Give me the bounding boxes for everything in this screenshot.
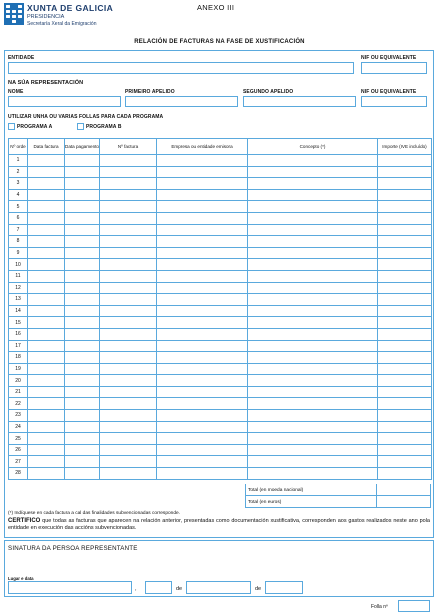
table-cell-input[interactable] [378,433,432,445]
table-cell-input[interactable] [378,444,432,456]
table-row [9,386,432,398]
surname1-label: PRIMEIRO APELIDO [125,89,175,95]
table-cell-input[interactable] [378,201,432,213]
table-cell-input[interactable] [157,444,248,456]
table-row [9,224,432,236]
table-row [9,270,432,282]
rep-nif-label: NIF OU EQUIVALENTE [361,89,417,95]
table-cell-input[interactable] [65,386,100,398]
table-cell-input[interactable] [157,166,248,178]
table-cell-input[interactable] [378,247,432,259]
table-cell-input[interactable] [100,236,157,248]
table-cell-input[interactable] [157,317,248,329]
table-cell-input[interactable] [378,236,432,248]
table-cell-input[interactable] [65,433,100,445]
table-cell-input[interactable] [65,328,100,340]
row-number: 15 [9,317,28,329]
row-number: 5 [9,201,28,213]
table-cell-input[interactable] [28,201,65,213]
table-row [9,433,432,445]
table-cell-input[interactable] [28,166,65,178]
table-cell-input[interactable] [65,178,100,190]
table-cell-input[interactable] [100,201,157,213]
table-cell-input[interactable] [65,410,100,422]
table-row [9,468,432,480]
row-number: 25 [9,433,28,445]
total-national-label: Total (en moeda nacional) [248,488,304,493]
table-cell-input[interactable] [157,421,248,433]
table-cell-input[interactable] [65,247,100,259]
table-cell-input[interactable] [100,305,157,317]
table-cell-input[interactable] [248,189,378,201]
table-cell-input[interactable] [28,270,65,282]
table-cell-input[interactable] [100,433,157,445]
table-cell-input[interactable] [378,155,432,167]
table-cell-input[interactable] [378,468,432,480]
table-cell-input[interactable] [378,375,432,387]
table-cell-input[interactable] [100,282,157,294]
program-b-label: PROGRAMA B [86,124,122,130]
de-sep-2: de [255,586,262,592]
table-cell-input[interactable] [100,224,157,236]
table-cell-input[interactable] [378,410,432,422]
table-cell-input[interactable] [65,468,100,480]
table-cell-input[interactable] [100,352,157,364]
entity-label: ENTIDADE [8,55,35,61]
table-cell-input[interactable] [100,328,157,340]
table-cell-input[interactable] [100,456,157,468]
table-cell-input[interactable] [248,468,378,480]
row-number: 4 [9,189,28,201]
row-number: 16 [9,328,28,340]
table-cell-input[interactable] [100,166,157,178]
table-cell-input[interactable] [157,224,248,236]
xunta-logo [4,3,24,25]
table-cell-input[interactable] [65,166,100,178]
table-row [9,259,432,271]
entity-nif-label: NIF OU EQUIVALENTE [361,55,417,61]
table-cell-input[interactable] [248,375,378,387]
surname1-field[interactable] [125,96,238,107]
table-header-cell: Data factura [28,139,65,155]
table-row [9,189,432,201]
table-cell-input[interactable] [157,468,248,480]
certification-body: que todas as facturas que aparecen na relación anterior, presentadas como documentación xustificativa, corresponden aos gastos realizados neste ano pola entidade en execución das accións subvencionadas. [8,518,430,531]
table-cell-input[interactable] [157,270,248,282]
signature-heading: SINATURA DA PERSOA REPRESENTANTE [8,545,138,552]
table-cell-input[interactable] [248,166,378,178]
table-cell-input[interactable] [157,340,248,352]
table-cell-input[interactable] [157,282,248,294]
table-cell-input[interactable] [100,294,157,306]
table-row [9,410,432,422]
table-cell-input[interactable] [157,155,248,167]
table-cell-input[interactable] [378,317,432,329]
table-cell-input[interactable] [378,398,432,410]
day-field[interactable] [145,581,172,594]
table-row [9,212,432,224]
table-cell-input[interactable] [100,468,157,480]
table-cell-input[interactable] [248,328,378,340]
table-cell-input[interactable] [28,224,65,236]
table-cell-input[interactable] [28,189,65,201]
table-cell-input[interactable] [28,155,65,167]
table-cell-input[interactable] [65,189,100,201]
table-cell-input[interactable] [28,421,65,433]
table-cell-input[interactable] [248,270,378,282]
program-a-label: PROGRAMA A [17,124,53,130]
table-cell-input[interactable] [65,398,100,410]
table-cell-input[interactable] [100,212,157,224]
table-cell-input[interactable] [157,352,248,364]
folio-field[interactable] [398,600,430,612]
table-cell-input[interactable] [65,259,100,271]
table-cell-input[interactable] [28,398,65,410]
table-cell-input[interactable] [248,398,378,410]
table-header-cell: Importe (IVE incluído) [378,139,432,155]
table-cell-input[interactable] [157,375,248,387]
entity-nif-field[interactable] [361,62,427,74]
row-number: 26 [9,444,28,456]
table-cell-input[interactable] [65,375,100,387]
table-cell-input[interactable] [100,259,157,271]
row-number: 19 [9,363,28,375]
row-number: 9 [9,247,28,259]
table-cell-input[interactable] [157,236,248,248]
table-row [9,236,432,248]
row-number: 2 [9,166,28,178]
table-header-cell: Nº factura [100,139,157,155]
table-cell-input[interactable] [248,352,378,364]
table-cell-input[interactable] [28,317,65,329]
table-cell-input[interactable] [65,317,100,329]
table-cell-input[interactable] [28,294,65,306]
table-row [9,328,432,340]
table-row [9,282,432,294]
table-cell-input[interactable] [65,224,100,236]
table-cell-input[interactable] [100,421,157,433]
table-cell-input[interactable] [157,305,248,317]
table-cell-input[interactable] [378,340,432,352]
year-field[interactable] [265,581,303,594]
table-cell-input[interactable] [28,212,65,224]
table-cell-input[interactable] [378,363,432,375]
table-cell-input[interactable] [100,317,157,329]
table-cell-input[interactable] [378,178,432,190]
row-number: 18 [9,352,28,364]
place-field[interactable] [8,581,132,594]
table-cell-input[interactable] [65,444,100,456]
row-number: 6 [9,212,28,224]
entity-field[interactable] [8,62,354,74]
row-number: 24 [9,421,28,433]
month-field[interactable] [186,581,251,594]
table-cell-input[interactable] [378,189,432,201]
table-cell-input[interactable] [28,468,65,480]
table-cell-input[interactable] [248,410,378,422]
table-cell-input[interactable] [378,305,432,317]
table-row [9,155,432,167]
folio-label: Folla nº [371,604,388,610]
rep-nif-field[interactable] [361,96,427,107]
table-cell-input[interactable] [100,340,157,352]
table-cell-input[interactable] [28,178,65,190]
table-cell-input[interactable] [248,456,378,468]
table-cell-input[interactable] [157,212,248,224]
table-cell-input[interactable] [65,294,100,306]
sub-dept-name: Secretaría Xeral da Emigración [27,21,97,27]
table-cell-input[interactable] [65,363,100,375]
table-cell-input[interactable] [28,328,65,340]
row-number: 12 [9,282,28,294]
table-header-cell: Empresa ou entidade emisora [157,139,248,155]
table-cell-input[interactable] [248,340,378,352]
table-cell-input[interactable] [28,363,65,375]
table-cell-input[interactable] [65,236,100,248]
table-cell-input[interactable] [65,456,100,468]
table-header-cell: Nº orde [9,139,28,155]
table-cell-input[interactable] [28,352,65,364]
table-row [9,375,432,387]
table-cell-input[interactable] [28,375,65,387]
place-date-label: Lugar e data [8,576,34,581]
total-national-field[interactable] [376,484,431,496]
table-row [9,456,432,468]
table-cell-input[interactable] [378,456,432,468]
table-cell-input[interactable] [157,433,248,445]
table-cell-input[interactable] [157,178,248,190]
table-cell-input[interactable] [378,224,432,236]
name-field[interactable] [8,96,121,107]
table-cell-input[interactable] [157,456,248,468]
table-cell-input[interactable] [248,363,378,375]
row-number: 27 [9,456,28,468]
table-cell-input[interactable] [157,189,248,201]
table-cell-input[interactable] [65,305,100,317]
row-number: 23 [9,410,28,422]
table-cell-input[interactable] [157,294,248,306]
row-number: 1 [9,155,28,167]
table-cell-input[interactable] [65,201,100,213]
table-cell-input[interactable] [378,259,432,271]
table-cell-input[interactable] [248,317,378,329]
table-cell-input[interactable] [248,282,378,294]
de-sep-1: de [176,586,183,592]
row-number: 13 [9,294,28,306]
table-cell-input[interactable] [28,282,65,294]
table-cell-input[interactable] [28,456,65,468]
table-cell-input[interactable] [28,340,65,352]
table-cell-input[interactable] [157,386,248,398]
program-a-checkbox[interactable] [8,123,15,130]
table-cell-input[interactable] [378,282,432,294]
table-cell-input[interactable] [248,305,378,317]
certification-text [8,518,430,532]
table-cell-input[interactable] [100,375,157,387]
table-cell-input[interactable] [157,328,248,340]
certify-keyword: CERTIFICO [8,518,41,524]
table-cell-input[interactable] [28,444,65,456]
table-cell-input[interactable] [248,178,378,190]
table-cell-input[interactable] [378,352,432,364]
row-number: 17 [9,340,28,352]
table-cell-input[interactable] [28,386,65,398]
invoice-table [8,138,432,480]
table-cell-input[interactable] [248,155,378,167]
table-cell-input[interactable] [28,410,65,422]
table-cell-input[interactable] [248,421,378,433]
table-cell-input[interactable] [378,270,432,282]
annex-label: ANEXO III [197,3,235,12]
table-cell-input[interactable] [28,305,65,317]
comma-sep: , [135,586,137,592]
form-title: RELACIÓN DE FACTURAS NA FASE DE XUSTIFICACIÓN [134,39,305,45]
table-cell-input[interactable] [28,247,65,259]
table-cell-input[interactable] [100,398,157,410]
table-cell-input[interactable] [100,444,157,456]
table-cell-input[interactable] [65,270,100,282]
table-cell-input[interactable] [28,433,65,445]
table-row [9,352,432,364]
table-cell-input[interactable] [65,212,100,224]
table-cell-input[interactable] [100,270,157,282]
name-label: NOME [8,89,24,95]
row-number: 11 [9,270,28,282]
table-cell-input[interactable] [28,236,65,248]
table-cell-input[interactable] [65,352,100,364]
table-row [9,294,432,306]
table-row [9,444,432,456]
row-number: 10 [9,259,28,271]
table-cell-input[interactable] [65,282,100,294]
table-cell-input[interactable] [378,328,432,340]
table-cell-input[interactable] [248,386,378,398]
table-cell-input[interactable] [65,421,100,433]
table-row [9,340,432,352]
table-cell-input[interactable] [378,212,432,224]
table-cell-input[interactable] [65,155,100,167]
table-row [9,363,432,375]
table-row [9,247,432,259]
surname2-field[interactable] [243,96,356,107]
table-cell-input[interactable] [248,212,378,224]
representation-heading: NA SÚA REPRESENTACIÓN [8,80,84,86]
table-cell-input[interactable] [378,294,432,306]
table-cell-input[interactable] [248,433,378,445]
row-number: 28 [9,468,28,480]
table-row [9,166,432,178]
table-header-row [9,139,432,155]
table-cell-input[interactable] [248,247,378,259]
row-number: 21 [9,386,28,398]
dept-name: PRESIDENCIA [27,14,65,20]
table-cell-input[interactable] [100,155,157,167]
table-row [9,201,432,213]
row-number: 3 [9,178,28,190]
table-header-cell: Concepto (*) [248,139,378,155]
table-cell-input[interactable] [157,259,248,271]
table-cell-input[interactable] [100,410,157,422]
program-b-checkbox[interactable] [77,123,84,130]
table-cell-input[interactable] [378,386,432,398]
table-row [9,305,432,317]
table-row [9,317,432,329]
total-euros-label: Total (en euros) [248,500,282,505]
table-cell-input[interactable] [157,201,248,213]
table-cell-input[interactable] [100,189,157,201]
table-cell-input[interactable] [100,363,157,375]
row-number: 7 [9,224,28,236]
total-euros-field[interactable] [376,496,431,508]
table-row [9,398,432,410]
table-cell-input[interactable] [157,410,248,422]
programs-instruction: UTILIZAR UNHA OU VARIAS FOLLAS PARA CADA PROGRAMA [8,114,164,120]
table-cell-input[interactable] [100,247,157,259]
concept-note: (*) Indíquese en cada factura a cal das finalidades subvencionadas corresponde. [8,511,180,516]
surname2-label: SEGUNDO APELIDO [243,89,294,95]
org-name: XUNTA DE GALICIA [27,3,114,13]
table-cell-input[interactable] [157,398,248,410]
table-cell-input[interactable] [378,421,432,433]
table-cell-input[interactable] [248,444,378,456]
table-cell-input[interactable] [100,178,157,190]
table-row [9,178,432,190]
table-cell-input[interactable] [248,236,378,248]
row-number: 14 [9,305,28,317]
table-header-cell: Data pagamento [65,139,100,155]
table-cell-input[interactable] [378,166,432,178]
table-cell-input[interactable] [28,259,65,271]
table-cell-input[interactable] [248,201,378,213]
table-cell-input[interactable] [65,340,100,352]
table-cell-input[interactable] [157,247,248,259]
table-cell-input[interactable] [248,259,378,271]
table-cell-input[interactable] [100,386,157,398]
row-number: 8 [9,236,28,248]
table-cell-input[interactable] [248,294,378,306]
table-cell-input[interactable] [248,224,378,236]
row-number: 20 [9,375,28,387]
row-number: 22 [9,398,28,410]
table-cell-input[interactable] [157,363,248,375]
table-row [9,421,432,433]
